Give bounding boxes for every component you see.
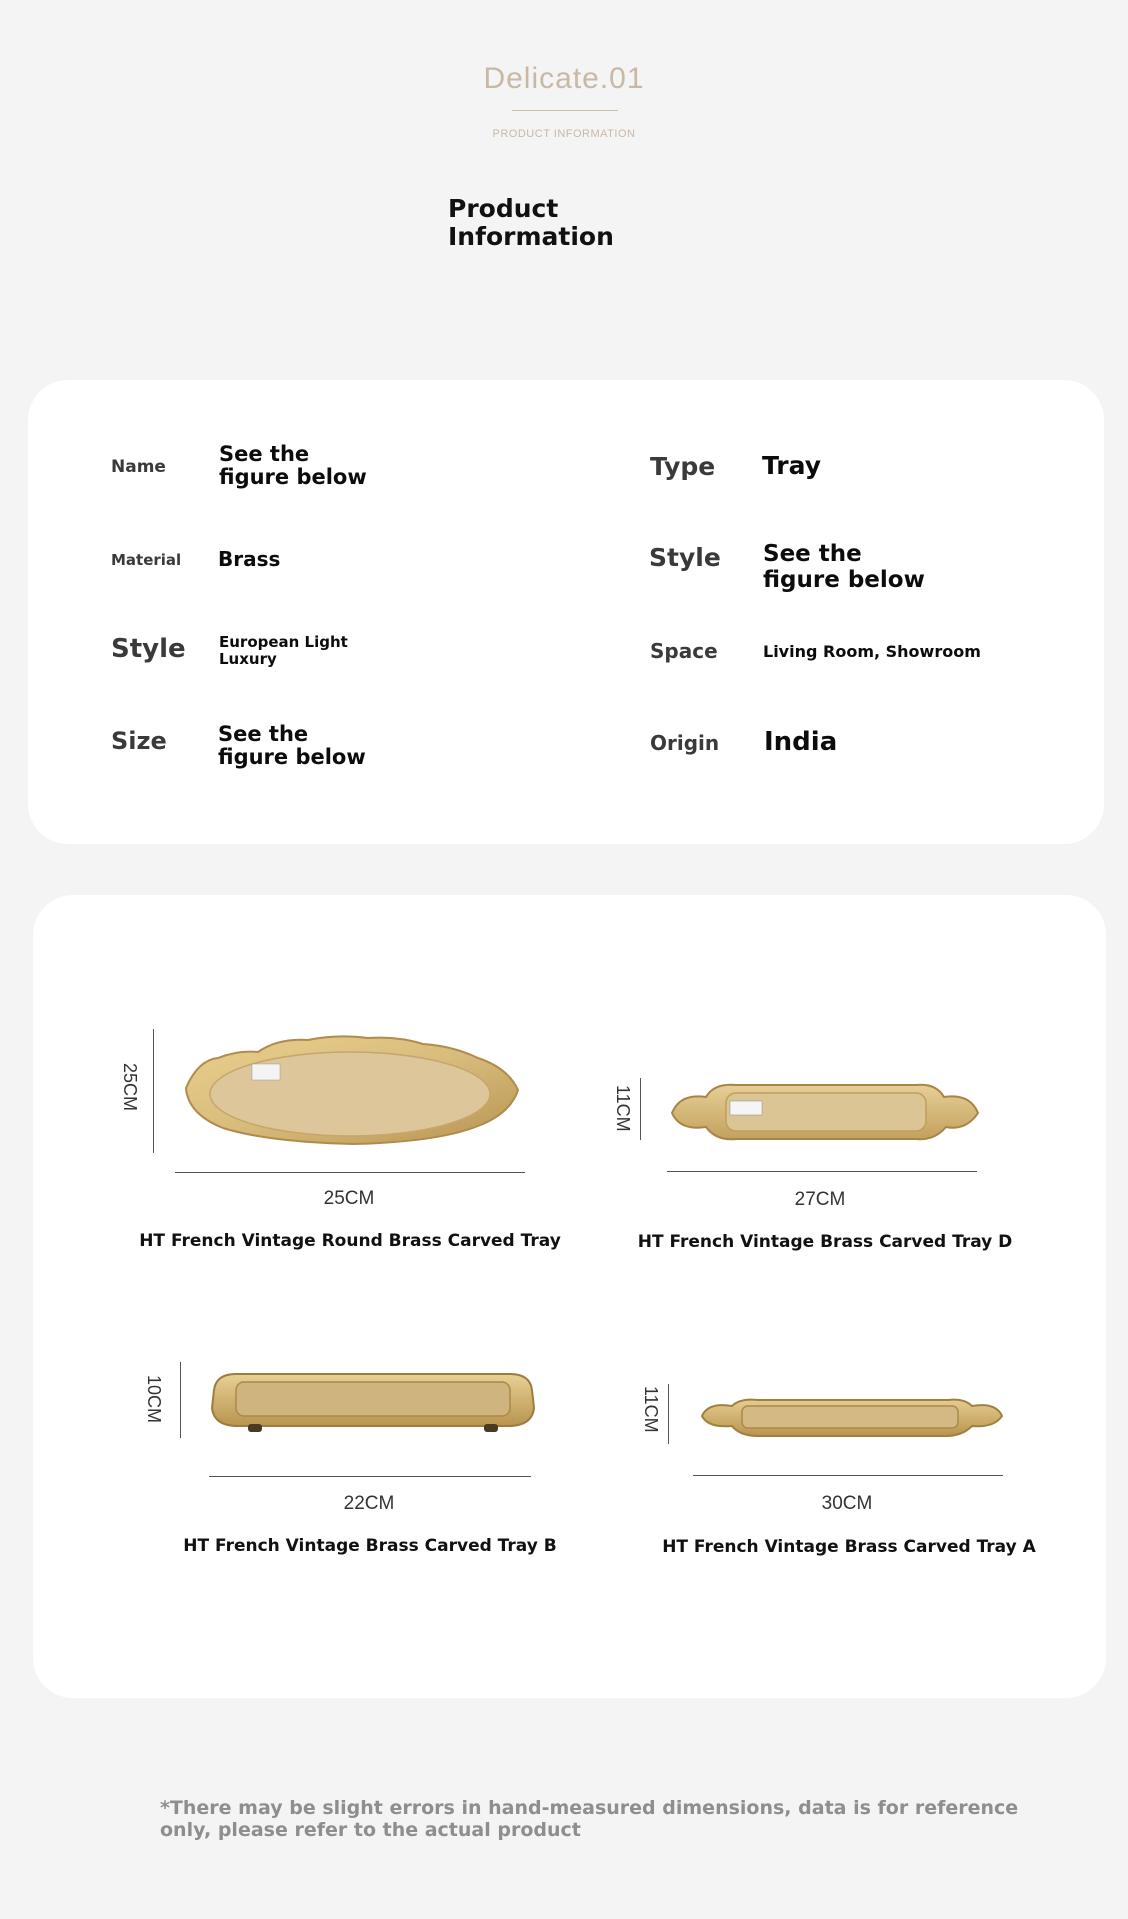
width-dimension-label: 30CM [821,1493,873,1514]
width-dimension-label: 25CM [323,1188,375,1209]
height-dimension-line [640,1078,641,1140]
page-title: Product Information [448,194,614,251]
width-dimension-label: 22CM [343,1493,395,1514]
product-name: HT French Vintage Brass Carved Tray B [183,1536,557,1556]
name-value: See the figure below [219,442,367,489]
name-label: Name [111,457,166,477]
tray-b-image [208,1368,538,1436]
height-dimension-label: 25CM [120,1063,140,1112]
brand-subtitle: PRODUCT INFORMATION [492,128,636,140]
material-value: Brass [218,547,281,571]
height-dimension-label: 11CM [613,1085,633,1132]
product-name: HT French Vintage Brass Carved Tray A [662,1537,1036,1557]
product-name: HT French Vintage Brass Carved Tray D [637,1232,1013,1252]
product-name: HT French Vintage Round Brass Carved Tray [139,1231,561,1251]
tray-a-image [698,1390,1004,1442]
height-dimension-line [180,1362,181,1438]
round-tray-image [178,1028,524,1146]
divider [512,110,618,111]
width-dimension-line [693,1475,1003,1476]
size-label: Size [111,727,167,755]
width-dimension-line [209,1476,531,1477]
brand-title: Delicate.01 [483,62,645,95]
material-label: Material [111,551,182,569]
style-label-2: Style [649,543,721,572]
height-dimension-label: 10CM [144,1375,164,1424]
width-dimension-label: 27CM [794,1189,846,1210]
height-dimension-line [153,1029,154,1153]
space-label: Space [650,639,718,663]
style-value: European Light Luxury [219,633,348,668]
height-dimension-label: 11CM [641,1386,661,1433]
width-dimension-line [175,1172,525,1173]
tray-d-image [666,1075,982,1147]
style-label: Style [111,634,186,664]
width-dimension-line [667,1171,977,1172]
origin-value: India [764,727,838,757]
origin-label: Origin [650,731,720,755]
type-label: Type [650,452,716,481]
disclaimer-note: *There may be slight errors in hand-measured dimensions, data is for reference only, please refer to the actual product [160,1797,1019,1841]
size-value: See the figure below [218,722,366,769]
space-value: Living Room, Showroom [763,642,981,661]
dimensions-card [33,895,1106,1698]
style-value-2: See the figure below [763,541,925,593]
height-dimension-line [668,1384,669,1444]
type-value: Tray [762,451,822,480]
product-info-card [28,380,1104,844]
